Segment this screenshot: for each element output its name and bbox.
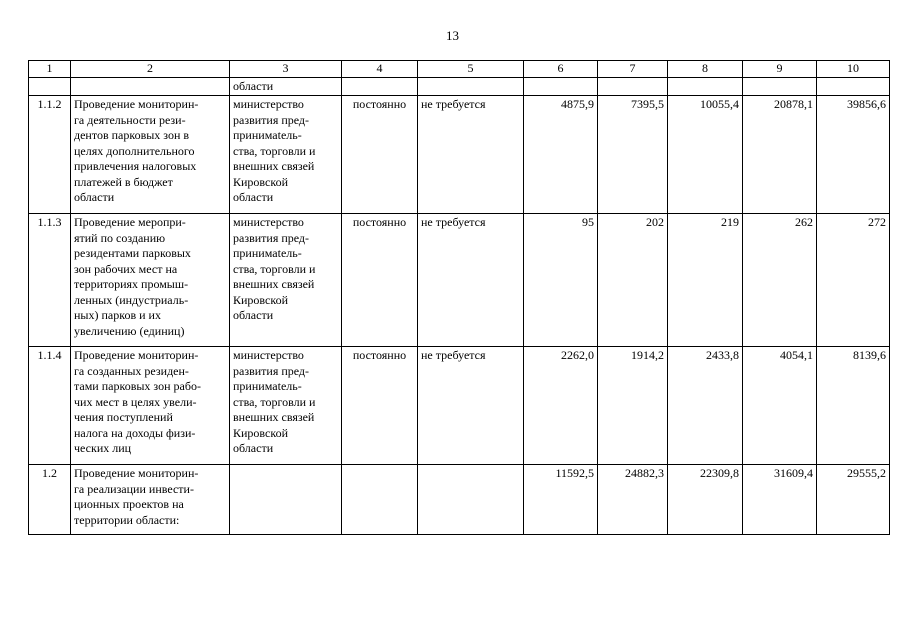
cell-value: 20878,1 bbox=[743, 96, 817, 214]
cell-deadline: постоянно bbox=[342, 96, 418, 214]
cell-empty bbox=[71, 77, 230, 96]
cell-item-number: 1.1.2 bbox=[29, 96, 71, 214]
cell-value: 1914,2 bbox=[598, 347, 668, 465]
cell-value: 202 bbox=[598, 214, 668, 347]
cell-value: 31609,4 bbox=[743, 465, 817, 535]
cell-item-number: 1.1.3 bbox=[29, 214, 71, 347]
cell-executor: министерство развития пред- принимatель- ства, торговли и внешних связей Кировской области bbox=[230, 214, 342, 347]
cell-funding bbox=[418, 465, 524, 535]
cell-empty bbox=[598, 77, 668, 96]
column-header: 8 bbox=[668, 61, 743, 78]
cell-executor: министерство развития пред- принимatель- ства, торговли и внешних связей Кировской области bbox=[230, 96, 342, 214]
cell-value: 272 bbox=[817, 214, 890, 347]
cell-value: 2262,0 bbox=[524, 347, 598, 465]
cell-empty bbox=[524, 77, 598, 96]
cell-empty bbox=[342, 77, 418, 96]
cell-measure-description: Проведение меропри- ятий по созданию резидентами парковых зон рабочих мест на территориях промыш- ленных (индустриаль- ных) парков и их увеличению (единиц) bbox=[71, 214, 230, 347]
column-header: 6 bbox=[524, 61, 598, 78]
cell-funding: не требуется bbox=[418, 347, 524, 465]
cell-value: 8139,6 bbox=[817, 347, 890, 465]
cell-value: 262 bbox=[743, 214, 817, 347]
cell-value: 219 bbox=[668, 214, 743, 347]
cell-measure-description: Проведение мониторин- га деятельности рези- дентов парковых зон в целях дополнительного привлечения налоговых платежей в бюджет области bbox=[71, 96, 230, 214]
cell-funding: не требуется bbox=[418, 96, 524, 214]
column-header: 7 bbox=[598, 61, 668, 78]
cell-value: 4875,9 bbox=[524, 96, 598, 214]
cell-funding: не требуется bbox=[418, 214, 524, 347]
cell-value: 11592,5 bbox=[524, 465, 598, 535]
cell-measure-description: Проведение мониторин- га созданных резиден- тами парковых зон рабо- чих мест в целях увели- чения поступлений налога на доходы физи- ческих лиц bbox=[71, 347, 230, 465]
cell-empty bbox=[668, 77, 743, 96]
cell-item-number: 1.1.4 bbox=[29, 347, 71, 465]
cell-deadline: постоянно bbox=[342, 347, 418, 465]
cell-deadline: постоянно bbox=[342, 214, 418, 347]
cell-value: 95 bbox=[524, 214, 598, 347]
cell-value: 29555,2 bbox=[817, 465, 890, 535]
cell-value: 22309,8 bbox=[668, 465, 743, 535]
column-header: 9 bbox=[743, 61, 817, 78]
header-row bbox=[29, 61, 890, 78]
cell-value: 7395,5 bbox=[598, 96, 668, 214]
cell-executor-continued: области bbox=[230, 77, 342, 96]
column-header: 4 bbox=[342, 61, 418, 78]
column-header: 5 bbox=[418, 61, 524, 78]
cell-measure-description: Проведение мониторин- га реализации инвести- ционных проектов на территории области: bbox=[71, 465, 230, 535]
table-row bbox=[29, 347, 890, 465]
cell-value: 39856,6 bbox=[817, 96, 890, 214]
cell-deadline bbox=[342, 465, 418, 535]
cell-executor: министерство развития пред- принимatель- ства, торговли и внешних связей Кировской области bbox=[230, 347, 342, 465]
cell-empty bbox=[817, 77, 890, 96]
cell-executor bbox=[230, 465, 342, 535]
column-header: 1 bbox=[29, 61, 71, 78]
cell-value: 4054,1 bbox=[743, 347, 817, 465]
column-header: 10 bbox=[817, 61, 890, 78]
column-header: 2 bbox=[71, 61, 230, 78]
continuation-row bbox=[29, 77, 890, 96]
cell-empty bbox=[418, 77, 524, 96]
cell-value: 10055,4 bbox=[668, 96, 743, 214]
table-row bbox=[29, 96, 890, 214]
table-row bbox=[29, 465, 890, 535]
cell-value: 2433,8 bbox=[668, 347, 743, 465]
cell-value: 24882,3 bbox=[598, 465, 668, 535]
cell-empty bbox=[29, 77, 71, 96]
column-header: 3 bbox=[230, 61, 342, 78]
page-number: 13 bbox=[446, 28, 459, 43]
cell-item-number: 1.2 bbox=[29, 465, 71, 535]
measures-table bbox=[28, 60, 890, 535]
cell-empty bbox=[743, 77, 817, 96]
table-row bbox=[29, 214, 890, 347]
